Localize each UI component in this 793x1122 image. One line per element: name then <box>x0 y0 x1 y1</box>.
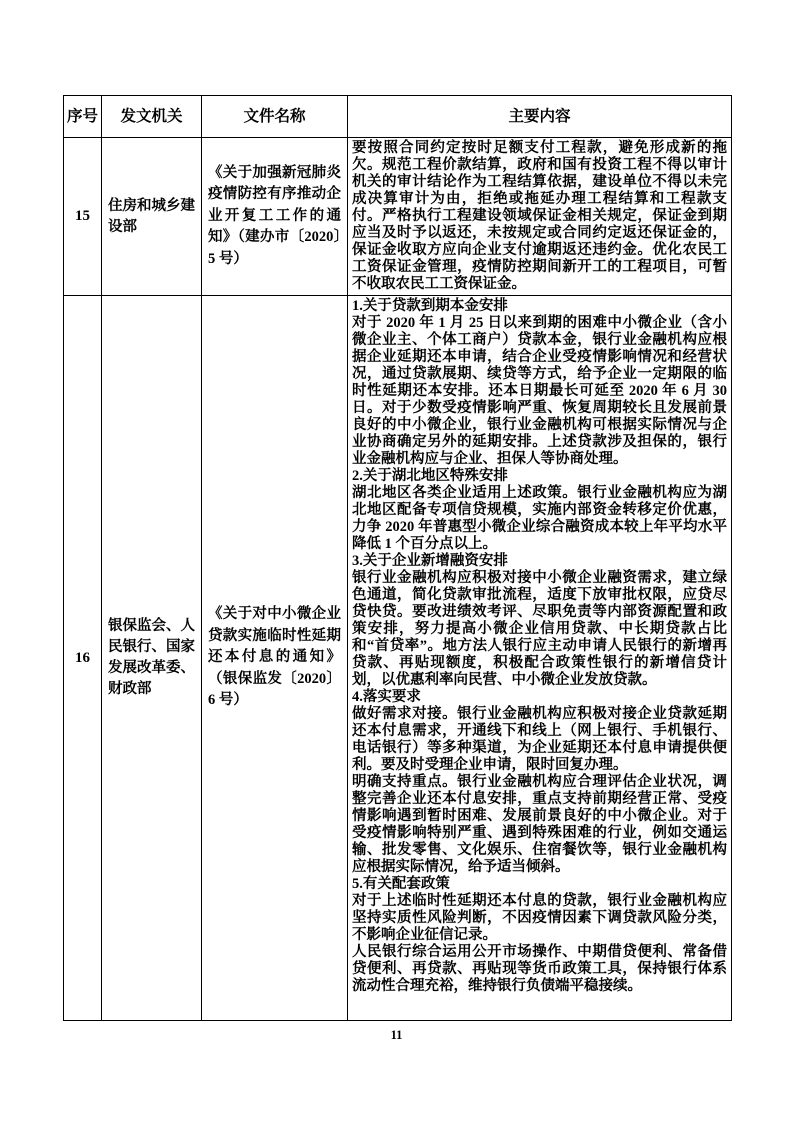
issuing-agency-cell: 住房和城乡建设部 <box>102 138 202 296</box>
document-name-cell: 《关于加强新冠肺炎疫情防控有序推动企业开复工工作的通知》（建办市〔2020〕5 号） <box>202 138 348 296</box>
header-cell-main-content: 主要内容 <box>348 96 732 138</box>
content-paragraph: 2.关于湖北地区特殊安排 <box>352 468 508 484</box>
main-content-cell <box>348 138 732 296</box>
content-paragraph: 银行业金融机构应积极对接中小微企业融资需求，建立绿色通道，简化贷款审批流程，适度下放审批权限，应贷尽贷快贷。要改进绩效考评、尽职免责等内部资源配置和政策安排，努力提高小微企业信用贷款、中长期贷款占比和“首贷率”。地方法人银行应主动申请人民银行的新增再贷款、再贴现额度，积极配合政策性银行的新增信贷计划，以优惠利率向民营、中小微企业发放贷款。 <box>352 570 727 688</box>
issuing-agency-cell: 银保监会、人民银行、国家发展改革委、财政部 <box>102 296 202 1021</box>
content-paragraph: 做好需求对接。银行业金融机构应积极对接企业贷款延期还本付息需求，开通线下和线上（网上银行、手机银行、电话银行）等多种渠道，为企业延期还本付息申请提供便利。要及时受理企业申请，限时回复办理。 <box>352 706 727 773</box>
header-cell-document-name: 文件名称 <box>202 96 348 138</box>
content-paragraph: 对于上述临时性延期还本付息的贷款，银行业金融机构应坚持实质性风险判断，不因疫情因素下调贷款风险分类，不影响企业征信记录。 <box>352 893 727 943</box>
header-cell-issuing-agency: 发文机关 <box>102 96 202 138</box>
content-paragraph: 5.有关配套政策 <box>352 876 450 892</box>
content-paragraph: 要按照合同约定按时足额支付工程款，避免形成新的拖欠。规范工程价款结算，政府和国有投资工程不得以审计机关的审计结论作为工程结算依据，建设单位不得以未完成决算审计为由，拒绝或拖延办理工程结算和工程款支付。严格执行工程建设领域保证金相关规定，保证金到期应当及时予以返还，未按规定或合同约定返还保证金的，保证金收取方应向企业支付逾期返还违约金。优化农民工工资保证金管理，疫情防控期间新开工的工程项目，可暂不收取农民工工资保证金。 <box>352 140 727 292</box>
content-paragraph: 人民银行综合运用公开市场操作、中期借贷便利、常备借贷便利、再贷款、再贴现等货币政策工具，保持银行体系流动性合理充裕，维持银行负债端平稳接续。 <box>352 944 727 994</box>
page-number: 11 <box>390 1028 403 1042</box>
table-row-15 <box>64 138 732 296</box>
content-paragraph: 对于 2020 年 1 月 25 日以来到期的困难中小微企业（含小微企业主、个体工商户）贷款本金，银行业金融机构应根据企业延期还本申请，结合企业受疫情影响情况和经营状况，通过贷款展期、续贷等方式，给予企业一定期限的临时性延期还本安排。还本日期最长可延至 2020 年 6 月 30 日。对于少数受疫情影响严重、恢复周期较长且发展前景良好的中小微企业，银行业金融机构可根据实际情况与企业协商确定另外的延期安排。上述贷款涉及担保的，银行业金融机构应与企业、担保人等协商处理。 <box>352 315 727 467</box>
content-paragraph: 湖北地区各类企业适用上述政策。银行业金融机构应为湖北地区配备专项信贷规模，实施内部资金转移定价优惠，力争 2020 年普惠型小微企业综合融资成本较上年平均水平降低 1 个百分点以上。 <box>352 485 727 552</box>
table-row-16 <box>64 296 732 1021</box>
content-paragraph: 3.关于企业新增融资安排 <box>352 553 508 569</box>
content-paragraph: 明确支持重点。银行业金融机构应合理评估企业状况，调整完善企业还本付息安排，重点支持前期经营正常、受疫情影响遇到暂时困难、发展前景良好的中小微企业。对于受疫情影响特别严重、遇到特殊困难的行业，例如交通运输、批发零售、文化娱乐、住宿餐饮等，银行业金融机构应根据实际情况，给予适当倾斜。 <box>352 774 727 875</box>
header-cell-serial-number: 序号 <box>64 96 102 138</box>
document-name-cell: 《关于对中小微企业贷款实施临时性延期还本付息的通知》（银保监发〔2020〕6 号） <box>202 296 348 1021</box>
serial-number-cell: 15 <box>64 138 102 296</box>
policy-document-table <box>63 95 732 1021</box>
content-paragraph: 1.关于贷款到期本金安排 <box>352 298 508 314</box>
content-paragraph: 4.落实要求 <box>352 689 421 705</box>
table-header-row <box>64 96 732 138</box>
serial-number-cell: 16 <box>64 296 102 1021</box>
main-content-cell <box>348 296 732 1021</box>
